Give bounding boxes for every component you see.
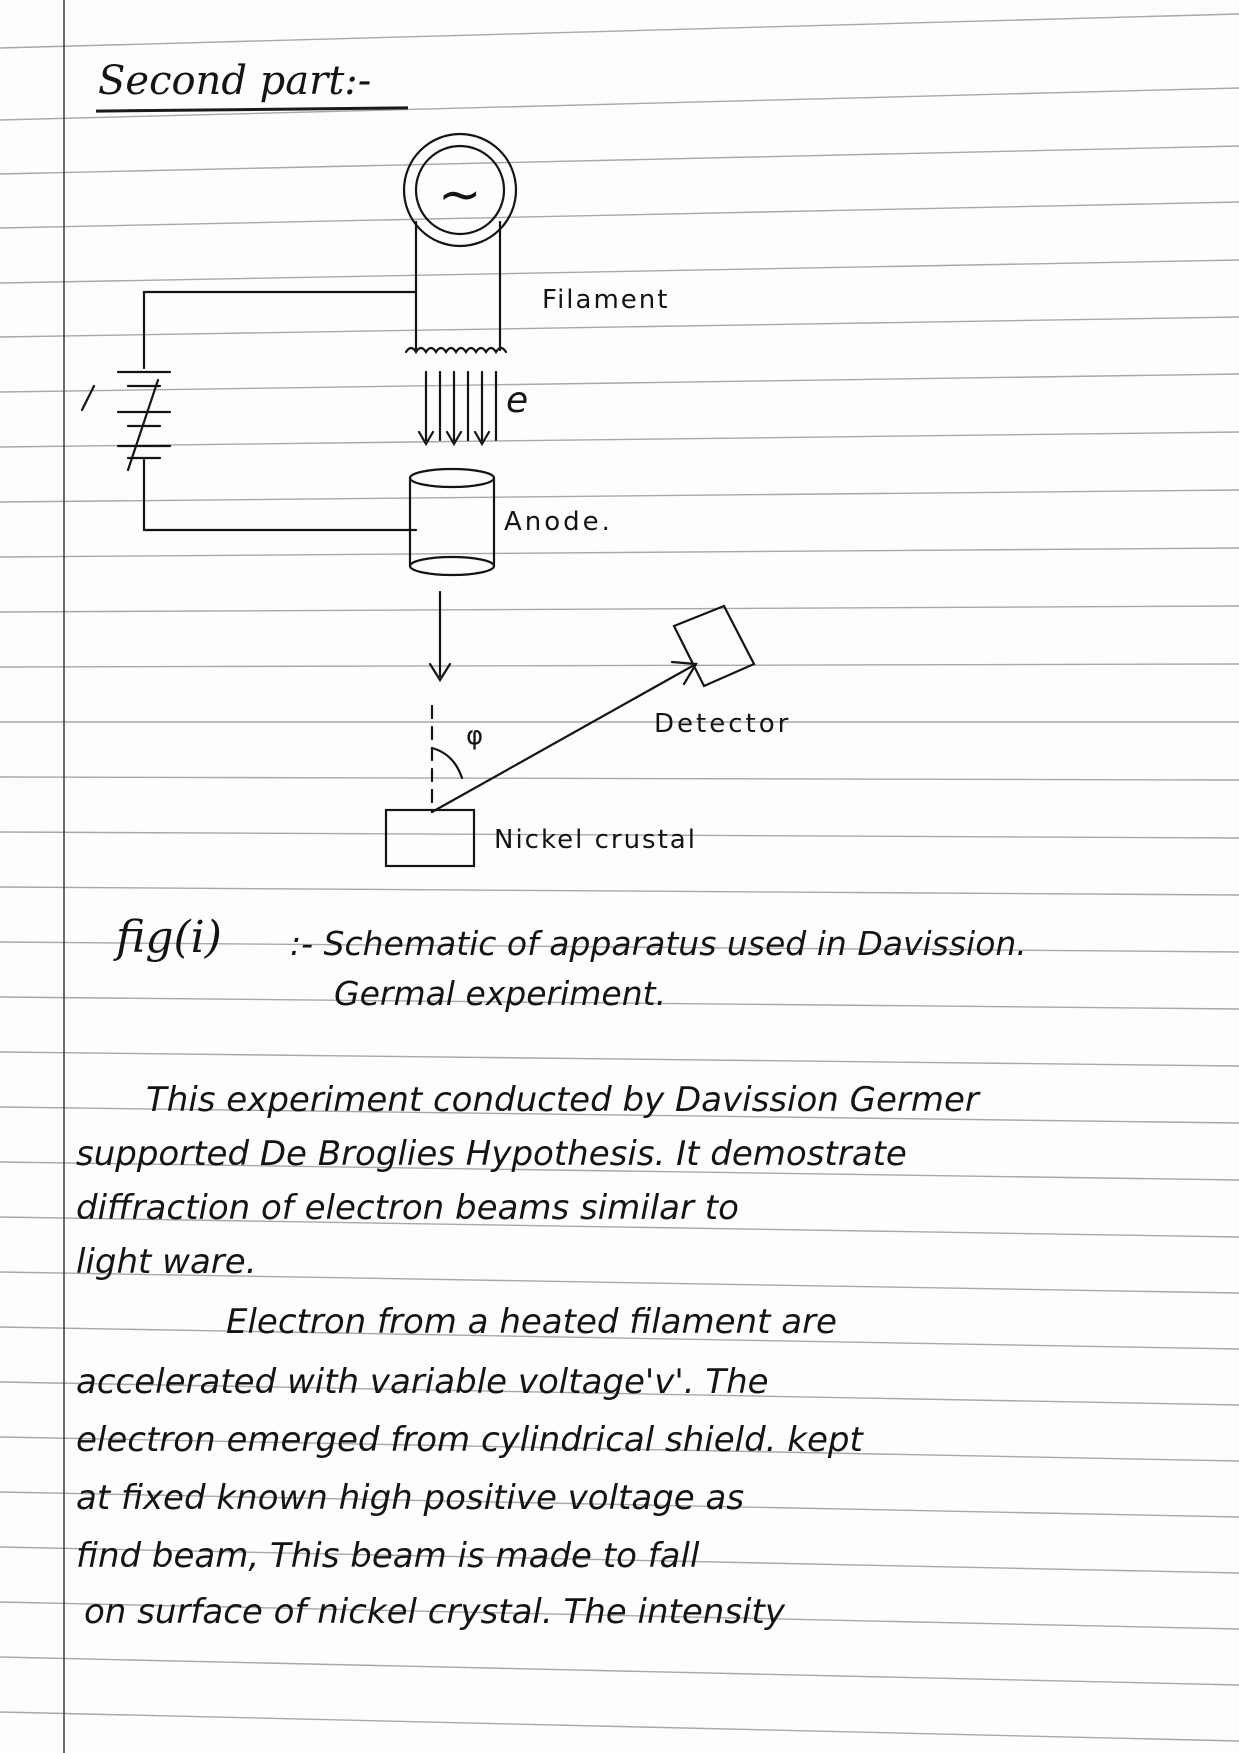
filament-label: Filament [542,285,670,315]
paragraph-1-line-3: diffraction of electron beams similar to [76,1188,739,1228]
paragraph-2-line-1: Electron from a heated filament are [226,1302,837,1342]
anode-bottom [410,557,494,575]
detector-box [674,606,754,686]
paragraph-2-line-6: on surface of nickel crystal. The intensity [84,1592,785,1632]
phi-label: φ [466,721,484,751]
paragraph-1-line-2: supported De Broglies Hypothesis. It demostrate [76,1134,907,1174]
paragraph-2-line-4: at fixed known high positive voltage as [76,1478,745,1518]
figure-label: fig(i) [116,912,222,963]
detector-label: Detector [654,709,792,739]
page-heading: Second part:- [98,58,372,104]
paragraph-1-line-4: light ware. [76,1242,257,1282]
caption-line-2: Germal experiment. [334,974,667,1013]
circuit-wire-top [144,292,416,368]
electron-label: e [506,380,529,421]
paragraph-2-line-5: find beam, This beam is made to fall [76,1536,700,1576]
anode-label: Anode. [504,507,613,537]
crystal-label: Nickel crustal [494,825,697,855]
paragraph-1-line-1: This experiment conducted by Davission Germer [146,1080,979,1120]
paragraph-2-line-2: accelerated with variable voltage'v'. The [76,1362,769,1402]
circuit-wire-bottom [144,460,416,530]
paragraph-2-line-3: electron emerged from cylindrical shield. kept [76,1420,863,1460]
caption-line-1: :- Schematic of apparatus used in Davission. [290,924,1027,963]
anode-top [410,469,494,487]
ac-source-symbol: ~ [438,165,482,225]
nickel-crystal [386,810,474,866]
angle-arc [432,748,462,778]
battery-slash [82,386,94,410]
filament-coil [406,348,506,352]
